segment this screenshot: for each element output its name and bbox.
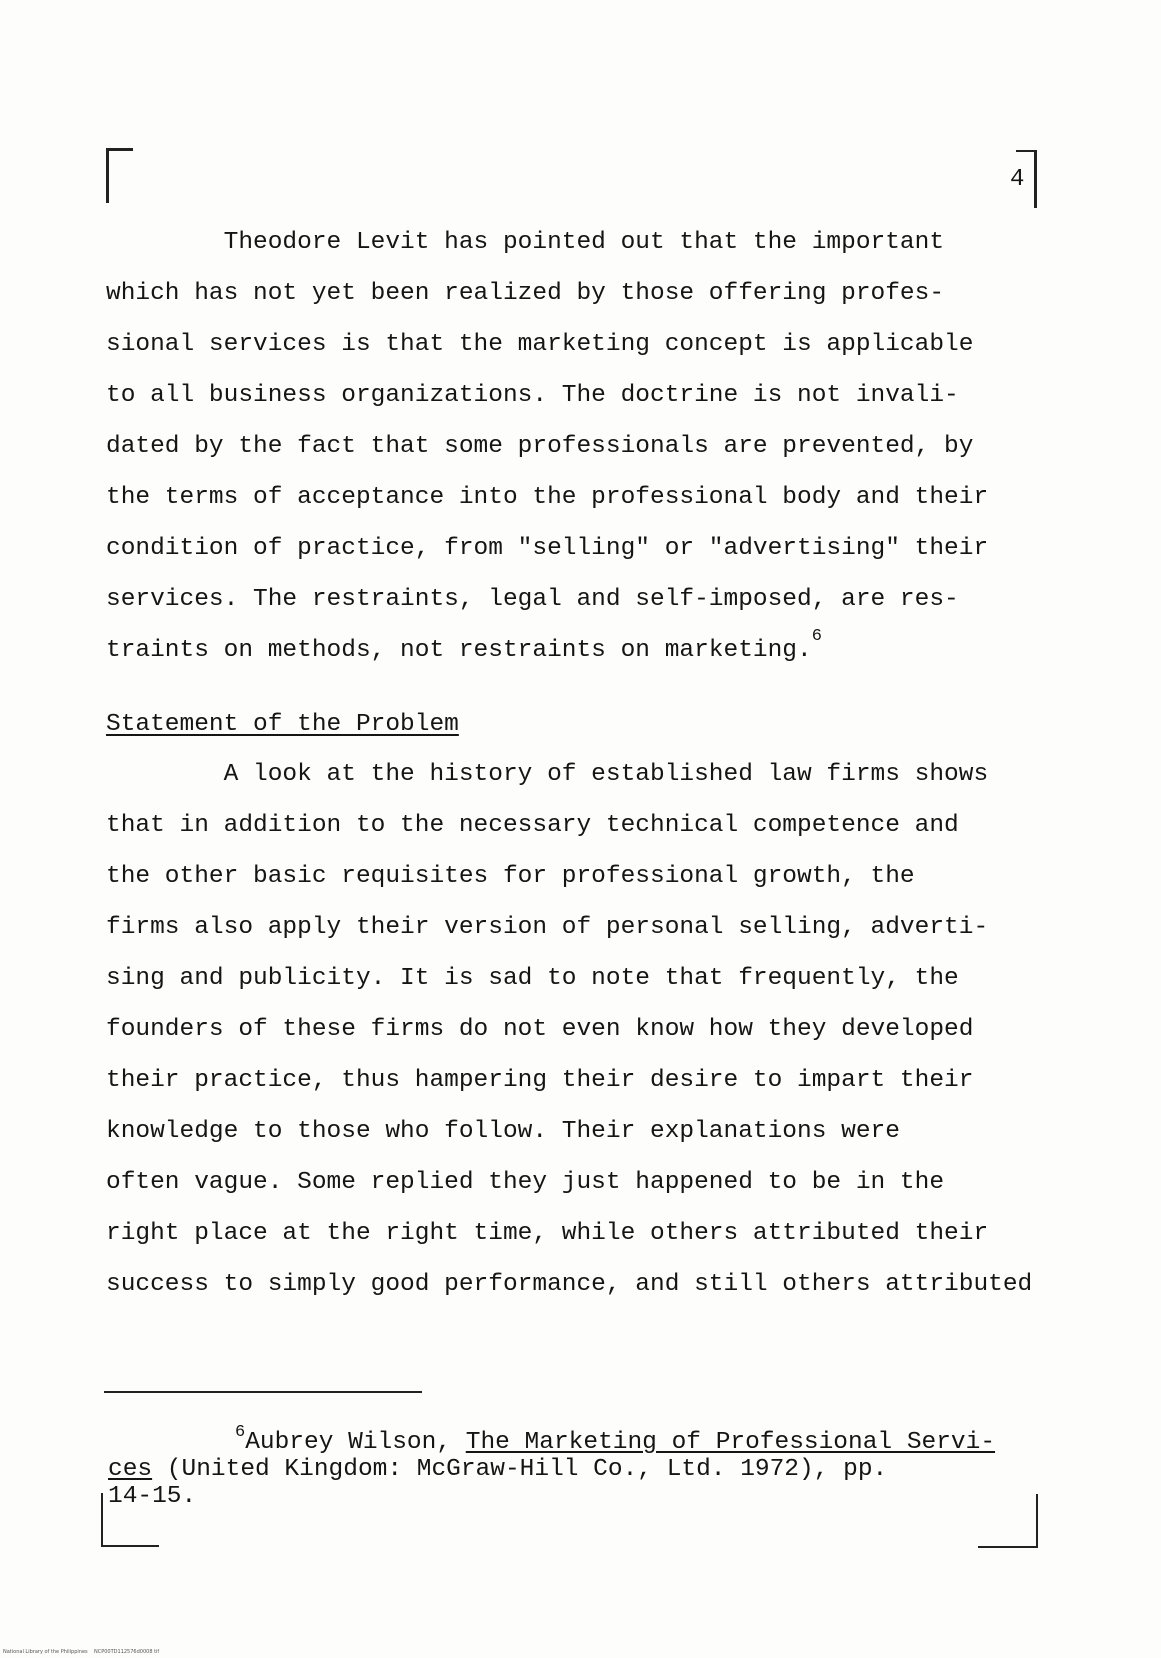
paragraph-2-line: that in addition to the necessary technical competence and xyxy=(106,812,959,839)
footnote-pages: 14-15. xyxy=(108,1483,197,1510)
paragraph-1-line: to all business organizations. The doctrine is not invali- xyxy=(106,382,959,409)
paragraph-2-line: firms also apply their version of personal selling, adverti- xyxy=(106,914,989,941)
corner-mark-top-left xyxy=(106,148,133,203)
paragraph-1-line: traints on methods, not restraints on marketing. xyxy=(106,637,812,664)
footnote-line-1 xyxy=(235,1423,996,1458)
paragraph-2-line: sing and publicity. It is sad to note that frequently, the xyxy=(106,965,959,992)
footnote-author: Aubrey Wilson, xyxy=(245,1429,466,1456)
footnote-title-end: ces xyxy=(108,1456,153,1483)
paragraph-1-last-line xyxy=(106,627,822,668)
corner-mark-bottom-right xyxy=(978,1494,1038,1548)
paragraph-2-line: often vague. Some replied they just happened to be in the xyxy=(106,1169,945,1196)
footnote-separator xyxy=(104,1391,422,1393)
section-heading: Statement of the Problem xyxy=(106,711,459,738)
paragraph-2-line: founders of these firms do not even know how they developed xyxy=(106,1016,974,1043)
paragraph-2-line: knowledge to those who follow. Their explanations were xyxy=(106,1118,900,1145)
paragraph-1-line: condition of practice, from "selling" or "advertising" their xyxy=(106,535,989,562)
paragraph-2-line: success to simply good performance, and still others attributed xyxy=(106,1271,1033,1298)
paragraph-1-line: which has not yet been realized by those offering profes- xyxy=(106,280,945,307)
footnote-reference: 6 xyxy=(811,627,822,646)
paragraph-2-line: A look at the history of established law firms shows xyxy=(106,761,989,788)
paragraph-2-line: right place at the right time, while others attributed their xyxy=(106,1220,989,1247)
paragraph-1-line: Theodore Levit has pointed out that the important xyxy=(106,229,945,256)
page-number: 4 xyxy=(1010,166,1025,193)
footnote-number: 6 xyxy=(235,1423,246,1442)
paragraph-1-line: the terms of acceptance into the professional body and their xyxy=(106,484,989,511)
footnote-title: The Marketing of Professional Servi- xyxy=(465,1429,996,1456)
paragraph-1-line: dated by the fact that some professionals are prevented, by xyxy=(106,433,974,460)
paragraph-1-line: sional services is that the marketing concept is applicable xyxy=(106,331,974,358)
paragraph-2-line: their practice, thus hampering their desire to impart their xyxy=(106,1067,974,1094)
paragraph-2-line: the other basic requisites for professional growth, the xyxy=(106,863,915,890)
footnote-publication: (United Kingdom: McGraw-Hill Co., Ltd. 1972), pp. xyxy=(152,1456,888,1483)
footnote-line-2 xyxy=(108,1457,887,1483)
scan-stamp: National Library of the Philippines NCP00TD112576d0008 tif xyxy=(3,1649,160,1655)
paragraph-1-line: services. The restraints, legal and self-imposed, are res- xyxy=(106,586,959,613)
